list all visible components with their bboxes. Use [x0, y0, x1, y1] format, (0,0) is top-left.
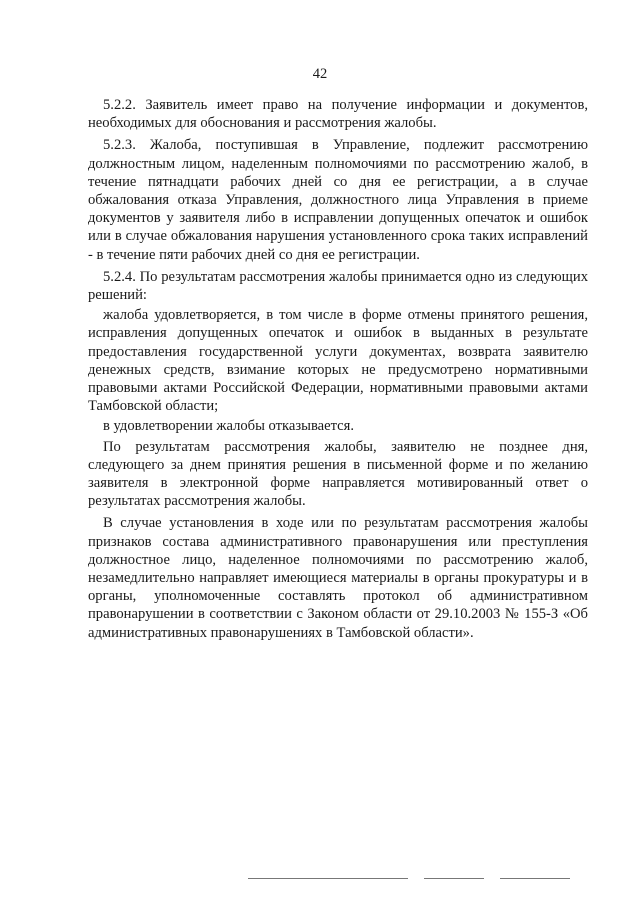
page-number: 42: [312, 66, 328, 82]
paragraph-5-2-2: 5.2.2. Заявитель имеет право на получение информации и документов, необходимых для обоснования и рассмотрения жалобы.: [88, 97, 588, 132]
paragraph-5-2-4: 5.2.4. По результатам рассмотрения жалобы принимается одно из следующих решений:: [88, 268, 588, 304]
decision-option-satisfied: жалоба удовлетворяется, в том числе в форме отмены принятого решения, исправления допущенных опечаток и ошибок в выданных в результате предоставления государственной услуги документах, возврата заявителю денежных средств, взимание которых не предусмотрено нормативными правовыми актами Российской Федерации, нормативными правовыми актами Тамбовской области;: [88, 307, 588, 415]
footer-line: [248, 878, 408, 879]
paragraph-violation: В случае установления в ходе или по результатам рассмотрения жалобы признаков состава административного правонарушения или преступления должностное лицо, наделенное полномочиями по рассмотрению жалоб, незамедлительно направляет имеющиеся материалы в органы прокуратуры и в органы, уполномоченные составлять протокол об административном правонарушении в соответствии с Законом области от 29.10.2003 № 155-З «Об административных правонарушениях в Тамбовской области».: [88, 515, 588, 641]
document-body: [88, 96, 588, 646]
decision-option-refused: в удовлетворении жалобы отказывается.: [103, 418, 355, 435]
paragraph-5-2-3: 5.2.3. Жалоба, поступившая в Управление, подлежит рассмотрению должностным лицом, наделенным полномочиями по рассмотрению жалоб, в течение пятнадцати рабочих дней со дня ее регистрации, а в случае обжалования отказа Управления, должностного лица Управления в приеме документов у заявителя либо в исправлении допущенных опечаток и ошибок или в случае обжалования нарушения установленного срока таких исправлений - в течение пяти рабочих дней со дня ее регистрации.: [88, 137, 588, 263]
footer-line: [500, 878, 570, 879]
paragraph-response: По результатам рассмотрения жалобы, заявителю не позднее дня, следующего за днем принятия решения в письменной форме и по желанию заявителя в электронной форме направляется мотивированный ответ о результатах рассмотрения жалобы.: [88, 438, 588, 510]
footer-line: [424, 878, 484, 879]
